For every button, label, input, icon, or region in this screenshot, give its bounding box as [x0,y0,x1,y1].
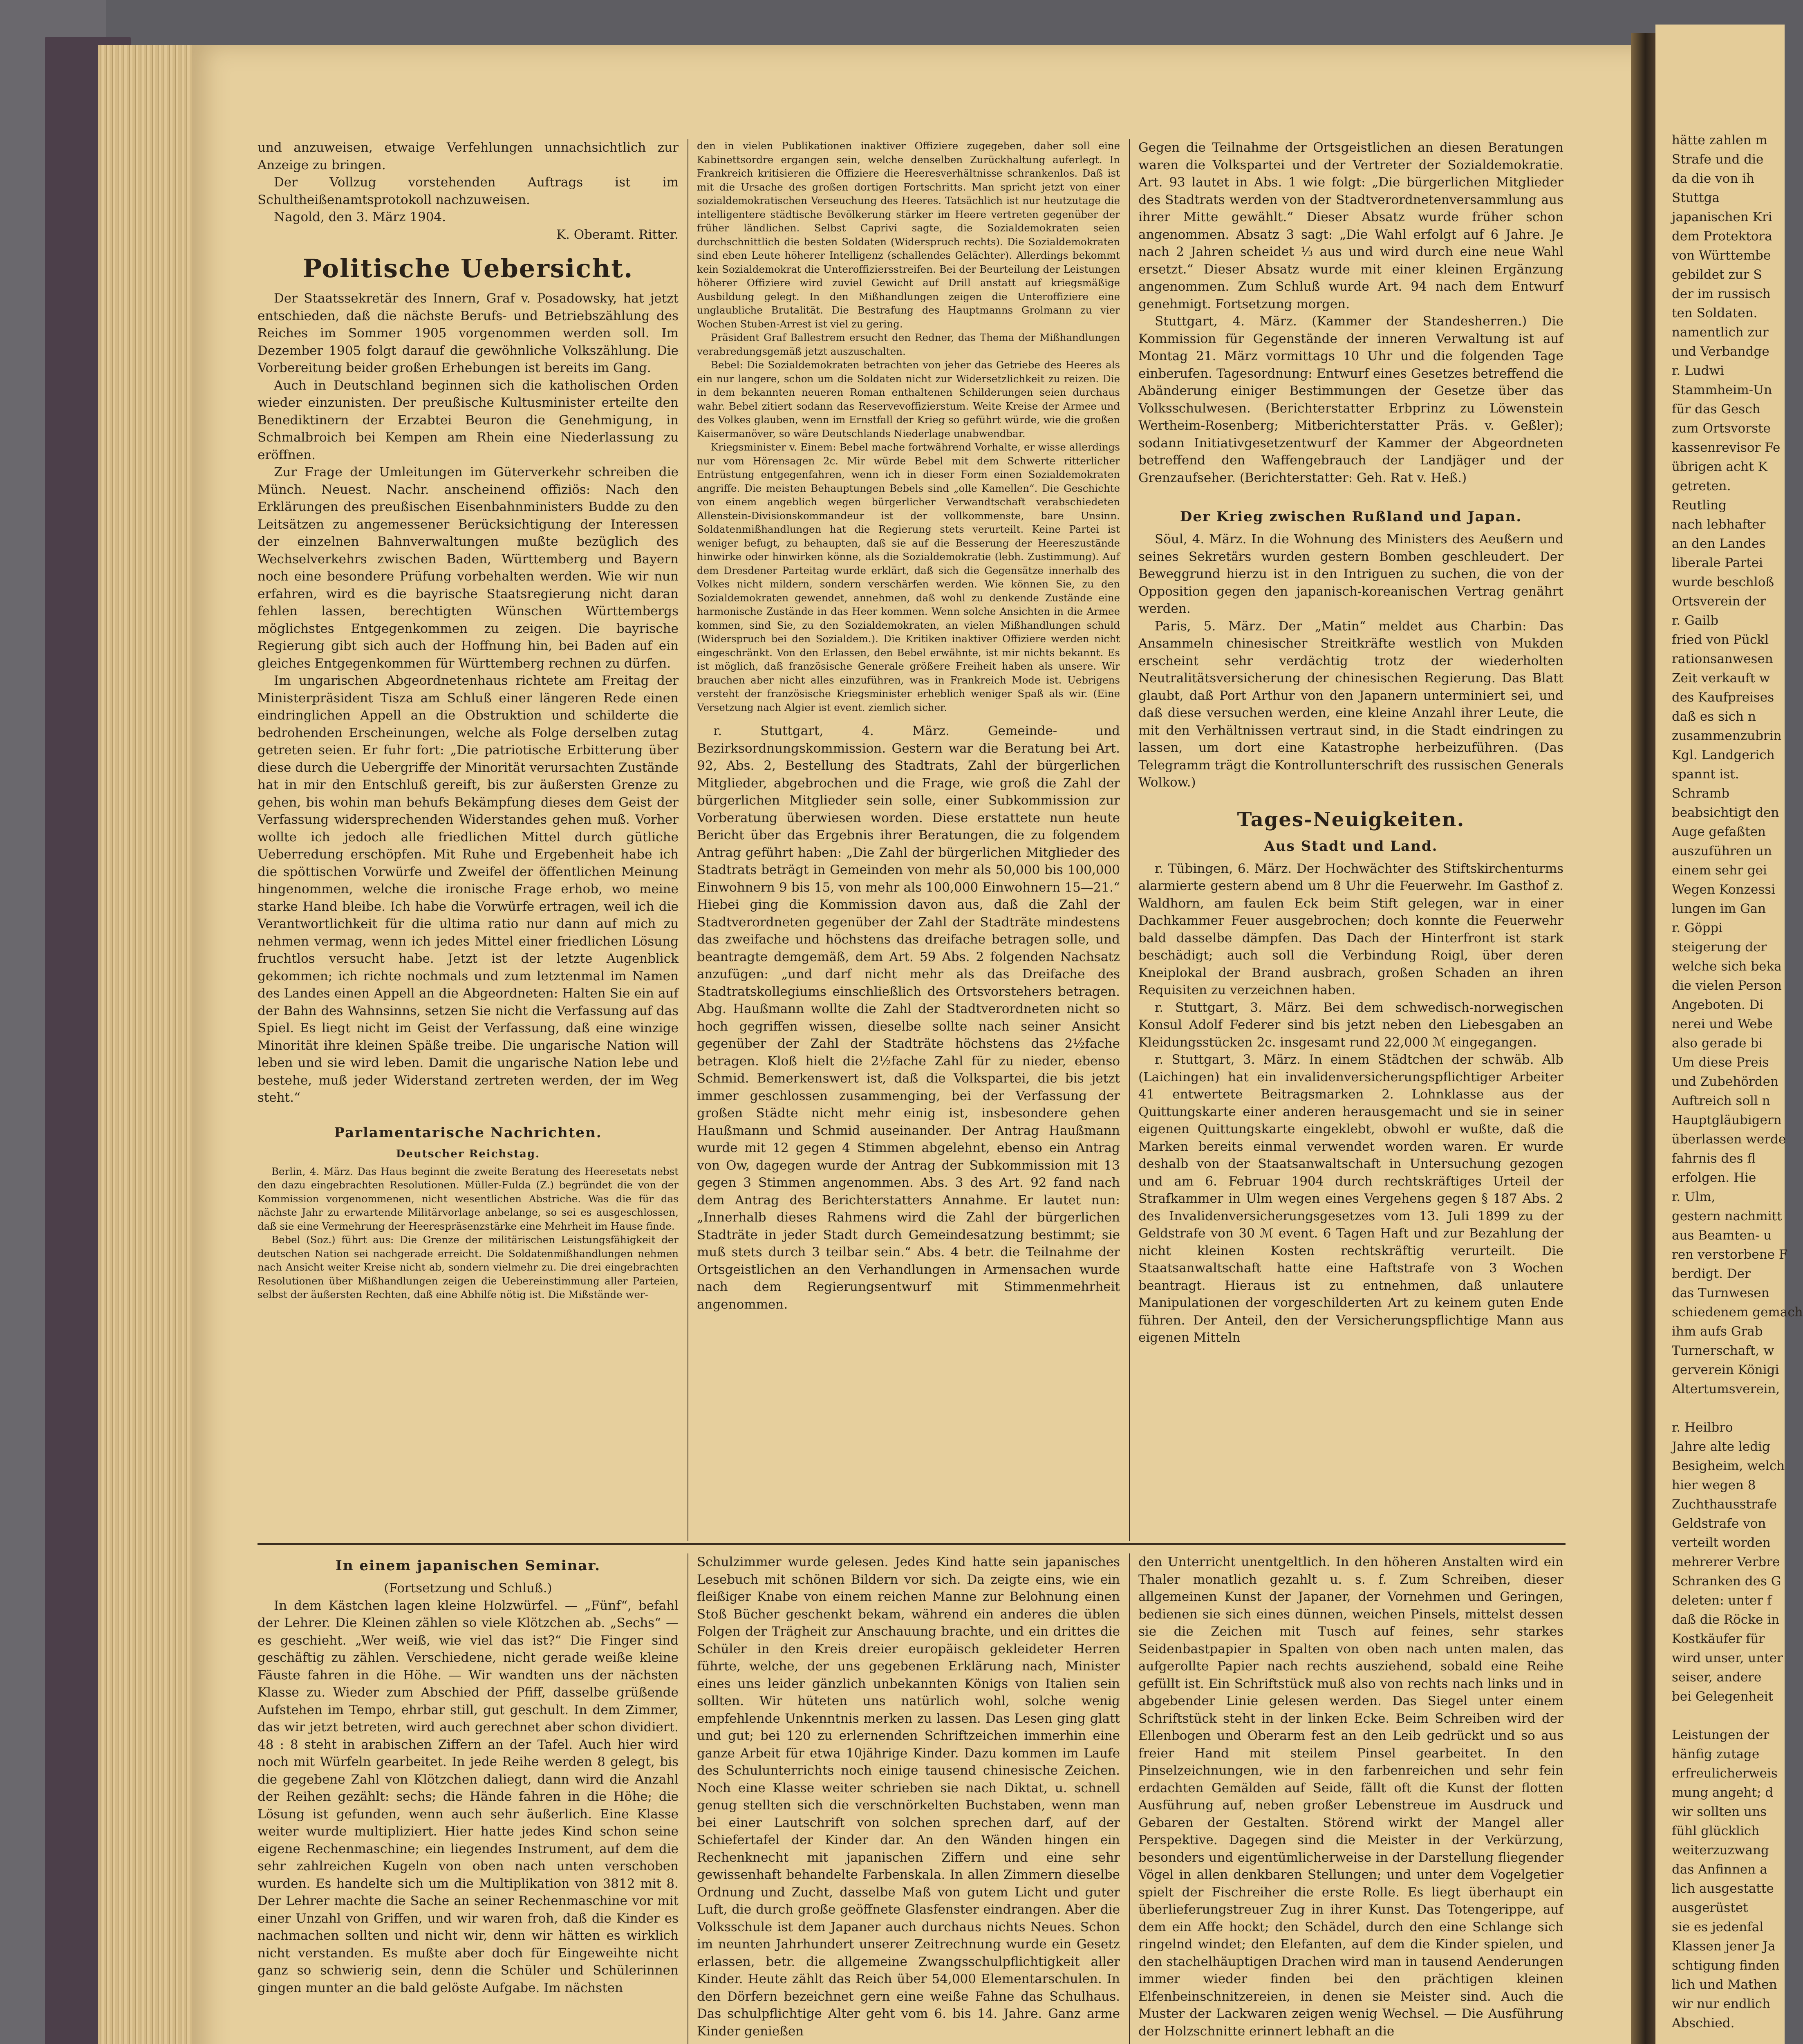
adjacent-page-line: Altertumsverein, [1672,1382,1780,1396]
feuilleton-text: Schulzimmer wurde gelesen. Jedes Kind hatte sein japanisches Lesebuch mit schönen Bildern vor sich. Da zeigte eins, wie ein fleißiger Knabe von einem reichen Manne zur Belohnung einen Stoß Bücher geschenkt bekam, während ein anderes die üblen Folgen der Trägheit zur Anschauung brachte, und ein drittes die Schüler in den Kreis dreier europäisch gekleideter Herren führte, welche, der uns gegebenen Erklärung nach, Minister eines uns leider gänzlich unbekannten Königs von Italien sein sollten. Wir hüteten uns natürlich wohl, solche wenig empfehlende Unkenntnis merken zu lassen. Das Lesen ging glatt und gut; bei 120 zu erlernenden Schriftzeichen immerhin eine ganze Arbeit für etwa 10jährige Kinder. Dazu kommen im Laufe des Schulunterrichts noch einige tausend chinesische Zeichen. Noch eine Klasse weiter schrieben sie nach Diktat, u. schnell genug stellten sich die verschnörkelten Buchstaben, wenn man bei einer Lautschrift von solchen sprechen darf, auf der Schiefertafel der Kinder dar. An den Wänden hingen ein Rechenknecht mit japanischen Ziffern und eine sehr gewissenhaft behandelte Farbenskala. In allen Zimmern dieselbe Ordnung und Zucht, dasselbe Maß von gutem Licht und guter Luft, die durch große geöffnete Glasfenster eindrangen. Aber die Volksschule ist dem Japaner auch durchaus nichts Neues. Schon im neunten Jahrhundert unserer Zeitrechnung wurde ein Gesetz erlassen, betr. die allgemeine Zwangsschulpflichtigkeit aller Kinder. Heute zählt das Reich über 54,000 Elementarschulen. In den Dörfern bezeichnet gern eine weiße Fahne das Schulhaus. Das schulpflichtige Alter geht vom 6. bis 14. Jahre. Ganz arme Kinder genießen [697,1555,1120,2039]
feuilleton-text: In dem Kästchen lagen kleine Holzwürfel. — „Fünf“, befahl der Lehrer. Die Kleinen zählen so viele Klötzchen ab. „Sechs“ — es geschieht. „Wer weiß, wie viel das ist?“ Die Finger sind geschäftig zu zählen. Verschiedene, nicht gerade weiße kleine Fäuste fahren in die Höhe. — Wir wandten uns der nächsten Klasse zu. Wieder zum Abschied der Pfiff, dasselbe grüßende Aufstehen im Tempo, ehrbar still, gut geschult. In dem Zimmer, das wir jetzt betreten, wird auch gerechnet aber schon dividiert. 48 : 8 steht in arabischen Ziffern an der Tafel. Auch hier wird noch mit Würfeln gearbeitet. In jede Reihe werden 8 gelegt, bis die gegebene Zahl von Klötzchen daliegt, dann wird die Anzahl der Reihen gezählt: sechs; die Hände fahren in die Höhe; die Lösung ist gefunden, wenn auch sehr äußerlich. Eine Klasse weiter wurde multipliziert. Hier hatte jedes Kind schon seine eigene Rechenmaschine; ein liegendes Instrument, auf dem die sehr zahlreichen Kugeln von oben nach unten verschoben wurden. Es handelte sich um die Multiplikation von 3812 mit 8. Der Lehrer machte die Sache an seiner Rechenmaschine vor mit einer Unzahl von Griffen, und wir waren froh, daß die Kinder es nachmachen sollten und nicht wir, denn wir hätten es wirklich nicht verstanden. Es mußte aber doch für Eingeweihte nicht ganz so schwierig sein, denn die Schüler und Schülerinnen gingen munter an die bald gelöste Aufgabe. Im nächsten [258,1598,679,1995]
feuilleton-column-2 [697,1553,1120,2044]
adjacent-page-line: berdigt. Der [1672,1266,1751,1281]
page-stack-edge [98,45,204,2044]
feuilleton-text: den Unterricht unentgeltlich. In den höheren Anstalten wird ein Thaler monatlich gezahlt u. s. f. Zum Schreiben, dieser allgemeinen Kunst der Japaner, der Vornehmen und Geringen, bedienen sie sich eines dünnen, weichen Pinsels, mittelst dessen sie die Zeichen mit Tusch auf feines, sehr starkes Seidenbastpapier in Spalten von oben nach unten malen, das aufgerollte Papier nach rechts ausziehend, sobald eine Reihe gefüllt ist. Ein Schriftstück muß also von rechts nach links und in abgebender Linie gelesen werden. Das Siegel unter einem Schriftstück steht in der linken Ecke. Beim Schreiben wird der Ellenbogen und Oberarm fest an den Leib gedrückt und so aus freier Hand mit steilem Pinsel gearbeitet. In den Pinselzeichnungen, wie in den farbenreichen und sehr fein erdachten Gemälden auf Seide, fällt oft die Kunst der flotten Ausführung auf, neben großer Lebenstreue im Ausdruck und Gebaren der Gestalten. Störend wirkt der Mangel aller Perspektive. Dagegen sind die Meister in der Verkürzung, besonders und eigentümlicherweise in der Darstellung fliegender Vögel in allen denkbaren Stellungen; und unter dem Vogelgetier spielt der Fischreiher die erste Rolle. Es liegt überhaupt ein überlieferungstreuer Zug in ihrer Kunst. Das Totengerippe, auf dem ein Affe hockt; den Schädel, durch den eine Schlange sich ringelnd windet; den Elefanten, auf dem die Kinder spielen, und den stachelhäuptigen Drachen wird man in tausend Aenderungen immer wieder finden bei den prächtigen kleinen Elfenbeinschnitzereien, in denen sie Meister sind. Auch die Muster der Lackwaren zeigen wenig Wechsel. — Die Ausführung der Holzschnitte erinnert lebhaft an die [1138,1555,1563,2039]
feuilleton-subheading: (Fortsetzung und Schluß.) [384,1581,552,1596]
adjacent-page-line: Geldstrafe von [1672,1516,1766,1531]
adjacent-page-line: schiedenem gemach [1672,1305,1803,1320]
adjacent-page-line: r. Ludwi [1672,363,1724,378]
news-paragraph: r. Stuttgart, 3. März. In einem Städtchen der schwäb. Alb (Laichingen) hat ein invalidenversicherungspflichtiger Arbeiter 41 entwertete Beitragsmarken 2. Lohnklasse aus der Quittungskarte einer anderen herausgemacht und sie in seiner eigenen Quittungskarte eingeklebt, obwohl er wußte, daß die Marken bereits einmal verwendet worden waren. Er wurde deshalb von der Staatsanwaltschaft in Untersuchung gezogen und am 6. Februar 1904 durch rechtskräftiges Urteil der Strafkammer in Ulm wegen eines Vergehens gegen § 187 Abs. 2 des Invalidenversicherungsgesetzes vom 13. Juli 1899 zu der Geldstrafe von 30 ℳ event. 6 Tagen Haft und zur Bezahlung der nicht kleinen Kosten rechtskräftig verurteilt. Die Staatsanwaltschaft hatte eine Haftstrafe von 3 Wochen beantragt. Hieraus ist zu entnehmen, daß unlautere Manipulationen der vorgeschilderten Art zu keinem guten Ende führen. Der Anteil, den der Versicherungspflichtige Mann aus eigenen Mitteln [1138,1052,1563,1345]
adjacent-page-line: spannt ist. [1672,767,1739,782]
adjacent-page-line: schtigung finden [1672,1958,1780,1973]
news-heading: Tages-Neuigkeiten. [1237,808,1465,831]
adjacent-page-line: hänfig zutage [1672,1747,1760,1762]
adjacent-page-line: nerei und Webe [1672,1017,1773,1031]
war-heading: Der Krieg zwischen Rußland und Japan. [1180,509,1522,525]
news-paragraph: r. Tübingen, 6. März. Der Hochwächter des Stiftskirchenturms alarmierte gestern abend um 8 Uhr die Feuerwehr. Im Gasthof z. Waldhorn, am faulen Eck beim Stift gelegen, war in einer Dachkammer Feuer ausgebrochen; doch konnte die Feuerwehr bald dasselbe dämpfen. Das Dach der Hinterfront ist stark beschädigt; auch soll die Verbindung Roigl, über deren Kneiplokal der Brand ausbrach, großen Schaden an ihren Requisiten zu verzeichnen haben. [1138,861,1563,997]
adjacent-page-line: daß es sich n [1672,709,1756,724]
adjacent-page-line: Klassen jener Ja [1672,1939,1776,1954]
adjacent-page-line: beabsichtigt den [1672,805,1779,820]
adjacent-page-line: lungen im Gan [1672,901,1766,916]
reichstag-paragraph: Berlin, 4. März. Das Haus beginnt die zweite Beratung des Heeresetats nebst den dazu eingebrachten Resolutionen. Müller-Fulda (Z.) begründet die von der Kommission vorgenommenen, nicht wesentlichen Abstriche. Was die für das nächste Jahr zu erwartende Militärvorlage anbelange, so sei es ausgeschlossen, daß sie eine Vermehrung der Heerespräsenzstärke eine Mehrheit im Hause finde. [258,1165,679,1232]
adjacent-page-line: daß die Röcke in [1672,1612,1780,1627]
column-rule [1129,139,1130,1541]
adjacent-page-line: Kgl. Landgerich [1672,748,1775,762]
adjacent-page-line: das Anfinnen a [1672,1862,1767,1877]
adjacent-page-line: einem sehr gei [1672,863,1767,878]
reichstag-paragraph: Bebel (Soz.) führt aus: Die Grenze der militärischen Leistungsfähigkeit der deutschen Nation sei nachgerade erreicht. Die Soldatenmißhandlungen nehmen nach Ansicht weiter Kreise nicht ab, sondern vielmehr zu. Die drei eingebrachten Resolutionen über Mißhandlungen zeigen die Uebereinstimmung aller Parteien, selbst der äußersten Rechten, daß eine Abhilfe nötig ist. Die Mißstände wer- [258,1234,679,1300]
adjacent-page-line: welche sich beka [1672,959,1782,974]
adjacent-page-line: weiterzuzwang [1672,1843,1769,1858]
adjacent-page-line: da die von ih [1672,171,1755,186]
adjacent-page-line: erfolgen. Hie [1672,1170,1756,1185]
adjacent-page-line: Um diese Preis [1672,1055,1769,1070]
adjacent-page-line: Hauptgläubigern [1672,1113,1782,1127]
adjacent-page-line [1672,1399,1786,1418]
adjacent-page-line: japanischen Kri [1672,210,1772,224]
debate-paragraph: Bebel: Die Sozialdemokraten betrachten von jeher das Getriebe des Heeres als ein nur langere, schon um die Soldaten nicht zur Widersetzlichkeit zu reizen. Die in dem bekannten neueren Roman enthaltenen Schilderungen seien durchaus wahr. Bebel zitiert sodann das Reservevoffizierstum. Weite Kreise der Armee und des Volkes glauben, wenn im Ernstfall der Krieg so geführt würde, wie die großen Kaisermanöver, so wäre Deutschlands Niederlage unabwendbar. [697,359,1120,439]
adjacent-page-line: deleten: unter f [1672,1593,1772,1608]
adjacent-page-line: gebildet zur S [1672,267,1762,282]
politics-heading: Politische Uebersicht. [302,253,634,283]
adjacent-page-line: Stuttga [1672,191,1720,205]
adjacent-page-line: gerverein Königi [1672,1363,1779,1377]
adjacent-page-line: also gerade bi [1672,1036,1763,1051]
place-date: Nagold, den 3. März 1904. [274,210,446,224]
parliament-heading: Parlamentarische Nachrichten. [334,1124,602,1141]
adjacent-page-line: übrigen acht K [1672,459,1767,474]
article-paragraph: Gegen die Teilnahme der Ortsgeistlichen an diesen Beratungen waren die Volkspartei und der Vertreter der Sozialdemokratie. Art. 93 lautet in Abs. 1 wie folgt: „Die bürgerlichen Mitglieder des Stadtrats werden von der Stadtverordnetenversammlung aus ihrer Mitte gewählt.“ Dieser Absatz wurde früher schon angenommen. Absatz 3 sagt: „Die Wahl erfolgt auf 6 Jahre. Je nach 2 Jahren scheidet ⅓ aus und wird durch eine neue Wahl ersetzt.“ Dieser Absatz wurde mit einer kleinen Ergänzung angenommen. Zum Schluß wurde Art. 94 nach dem Entwurf genehmigt. Fortsetzung morgen. [1138,140,1563,312]
adjacent-page-line: verteilt worden [1672,1535,1771,1550]
article-paragraph: Der Staatssekretär des Innern, Graf v. Posadowsky, hat jetzt entschieden, daß die nächste Berufs- und Betriebszählung des Reiches im Sommer 1905 vorgenommen werden soll. Im Dezember 1905 folgt darauf die gewöhnliche Volkszählung. Die Vorbereitung beider großen Erhebungen ist bereits im Gang. [258,291,679,375]
debate-paragraph: den in vielen Publikationen inaktiver Offiziere zugegeben, daher soll eine Kabinettsordre ergangen sein, welche denselben Zurückhaltung auferlegt. In Frankreich kritisieren die Offiziere die Heeresverhältnisse schrankenlos. Daß ist mit die Ursache des großen dortigen Fortschritts. Man spricht jetzt von einer sozialdemokratischen Verseuchung des Heeres. Tatsächlich ist nur heutzutage die intelligentere städtische Bevölkerung stärker im Heere vertreten gegenüber der früher ländlichen. Selbst Caprivi sagte, die Sozialdemokraten seien durchschnittlich die besten Soldaten (Widerspruch rechts). Die Sozialdemokraten sind eben Leute höherer Intelligenz (schallendes Gelächter). Allerdings bekommt kein Sozialdemokrat die Unteroffiziersstreifen. Bei der Beurteilung der Leistungen höherer Offiziere wird zuviel Gewicht auf Drill anstatt auf kriegsmäßige Ausbildung gelegt. In den Mißhandlungen zeigen die Unteroffiziere eine unglaubliche Brutalität. Die Bestrafung des Hauptmanns Grolmann zu vier Wochen Stuben-Arrest ist viel zu gering. [697,140,1120,330]
adjacent-page-line: hätte zahlen m [1672,133,1767,148]
adjacent-page-line: Angeboten. Di [1672,997,1764,1012]
adjacent-page-line: Kostkäufer für [1672,1632,1765,1646]
article-paragraph: Stuttgart, 4. März. (Kammer der Standesherren.) Die Kommission für Gegenstände der inneren Verwaltung ist auf Montag 21. März vormittags 10 Uhr und die folgenden Tage einberufen. Tagesordnung: Entwurf eines Gesetzes betreffend die Abänderung einiger Bestimmungen der Gesetze über das Volksschulwesen. (Berichterstatter Erbprinz zu Löwenstein Wertheim-Rosenberg; Mitberichterstatter Präs. v. Geßler); sodann Initiativgesetzentwurf der Kammer der Abgeordneten betreffend den Waffengebrauch der Landjäger und der Grenzaufseher. (Berichterstatter: Geh. Rat v. Heß.) [1138,314,1563,485]
adjacent-page-line: sie es jedenfal [1672,1920,1764,1934]
adjacent-page-line: des Kaufpreises [1672,690,1774,705]
adjacent-page-line: Auftreich soll n [1672,1094,1770,1108]
adjacent-page-line: Jahre alte ledig [1672,1439,1770,1454]
adjacent-page-line: ausgerüstet [1672,1901,1748,1915]
adjacent-page-line: das Turnwesen [1672,1286,1769,1300]
adjacent-page-line: getreten. [1672,479,1731,493]
adjacent-page-line: ihm aufs Grab [1672,1324,1763,1339]
adjacent-page-line: mehrerer Verbre [1672,1555,1780,1569]
adjacent-page-line: Strafe und die [1672,152,1764,167]
war-paragraph: Paris, 5. März. Der „Matin“ meldet aus Charbin: Das Ansammeln chinesischer Streitkräfte westlich von Mukden erscheint sehr verdächtig trotz der wiederholten Neutralitätsversicherung der chinesischen Regierung. Das Blatt glaubt, daß Port Arthur von den Japanern unterminiert sei, und daß diese versuchen werden, eine kleine Anzahl ihrer Leute, die mit den Verhältnissen vertraut sind, in die Stadt eindringen zu lassen, um dort eine Katastrophe herbeizuführen. (Das Telegramm trägt die Kontrollunterschrift des russischen Generals Wolkow.) [1138,619,1563,790]
adjacent-page-line: steigerung der [1672,940,1767,955]
adjacent-page-line: r. Göppi [1672,921,1723,935]
adjacent-page-line: Schramb [1672,786,1730,801]
article-paragraph: Zur Frage der Umleitungen im Güterverkehr schreiben die Münch. Neuest. Nachr. anscheinend offiziös: Nach den Erklärungen des preußischen Eisenbahnministers Budde zu den Leitsätzen zu angemessener Berücksichtigung der Interessen der einzelnen Bahnverwaltungen mußte bezüglich des Wechselverkehrs zwischen Baden, Württemberg und Bayern noch eine besondere Prüfung vorbehalten werden. Wie wir nun erfahren, wird es die bayrische Staatsregierung nicht daran fehlen lassen, berechtigten Wünschen Württembergs möglichstes Entgegenkommen zu zeigen. Die bayrische Regierung gibt sich auch der Hoffnung hin, bei Baden auf ein gleiches Entgegenkommen für Württemberg rechnen zu dürfen. [258,465,679,671]
adjacent-page-line: r. Heilbro [1672,1420,1733,1435]
adjacent-page-line: Leistungen der [1672,1728,1769,1742]
adjacent-page-line: erfreulicherweis [1672,1766,1778,1781]
adjacent-page-line: fahrnis des fl [1672,1151,1756,1166]
adjacent-page-line: ten Soldaten. [1672,306,1758,320]
order-text-1: und anzuweisen, etwaige Verfehlungen unnachsichtlich zur Anzeige zu bringen. [258,140,679,173]
adjacent-page-line: Auge gefaßten [1672,825,1766,839]
adjacent-page-line: aus Beamten- u [1672,1228,1772,1243]
adjacent-page-line: zum Ortsvorste [1672,421,1771,436]
adjacent-page-line: Schranken des G [1672,1574,1781,1589]
order-text-2: Der Vollzug vorstehenden Auftrags ist im Schultheißenamtsprotokoll nachzuweisen. [258,175,679,207]
debate-paragraph: Präsident Graf Ballestrem ersucht den Redner, das Thema der Mißhandlungen verabredungsgemäß jetzt auszuschalten. [697,332,1120,357]
adjacent-page-line: Stammheim-Un [1672,383,1772,397]
article-paragraph: Auch in Deutschland beginnen sich die katholischen Orden wieder einzunisten. Der preußische Kultusminister erteilte den Benediktinern der Erzabtei Beuron die Genehmigung, in Schmalbroich bei Kempen am Rhein eine Niederlassung zu eröffnen. [258,378,679,462]
newspaper-page [192,45,1647,2044]
adjacent-page-line: r. Gailb [1672,613,1719,628]
adjacent-page-line: wurde beschloß [1672,575,1774,589]
adjacent-page-line: seiser, andere [1672,1670,1762,1685]
adjacent-page-line: der im russisch [1672,287,1771,301]
adjacent-page-line: mung angeht; d [1672,1785,1774,1800]
adjacent-page-line: namentlich zur [1672,325,1769,340]
adjacent-page-line [1672,1706,1786,1726]
adjacent-page-line: liberale Partei [1672,556,1763,570]
adjacent-page-line: die vielen Person [1672,978,1782,993]
adjacent-page-line: Turnerschaft, w [1672,1343,1774,1358]
adjacent-page-line: bei Gelegenheit [1672,1689,1774,1704]
adjacent-page-line: wir sollten uns [1672,1804,1767,1819]
feuilleton-column-1 [258,1553,679,2044]
debate-paragraph: Kriegsminister v. Einem: Bebel mache fortwährend Vorhalte, er wisse allerdings nur vom Hörensagen 2c. Mir würde Bebel mit dem Schwerte ritterlicher Entrüstung entgegenfahren, wenn ich in dieser Form einen Sozialdemokraten angriffe. Die meisten Behauptungen Bebels sind „olle Kamellen“. Die Geschichte von einem angeblich wegen bürgerlicher Verwandtschaft verabschiedeten Allenstein-Divisionskommandeur ist der vollkommenste, bare Unsinn. Soldatenmißhandlungen hat die Regierung stets verurteilt. Keine Partei ist weniger befugt, zu behaupten, daß sie auf die Besserung der Heereszustände hinwirke oder hinwirken könne, als die Sozialdemokratie (lebh. Zustimmung). Auf dem Dresdener Parteitag wurde erklärt, daß sich die Gegensätze innerhalb des Volkes nicht mildern, sondern verschärfen werden. Wie können Sie, zu den Sozialdemokraten gewendet, annehmen, daß wohl zu denkende Zustände eine harmonische Zustände in das Heer kommen. Wenn solche Ansichten in die Armee kommen, sind Sie, zu den Sozialdemokraten, an vielen Mißhandlungen schuld (Widerspruch bei den Sozialdem.). Die Kritiken inaktiver Offiziere werden nicht eingeschränkt. Von den Erlassen, den Bebel erwähnte, ist mir nichts bekannt. Es ist möglich, daß französische Generale größere Freiheit haben als unsere. Wir brauchen aber nicht alles einzuführen, was in Frankreich Mode ist. Uebrigens versteht der französische Kriegsminister erheblich weniger Spaß als wir. (Eine Versetzung nach Algier ist event. ziemlich sicher. [697,441,1120,713]
adjacent-page-line: Reutling [1672,498,1727,513]
adjacent-page-line: dem Protektora [1672,229,1772,244]
adjacent-page-line: nach lebhafter [1672,517,1766,532]
news-subheading: Aus Stadt und Land. [1264,838,1438,854]
feuilleton-heading: In einem japanischen Seminar. [335,1558,601,1574]
adjacent-page-line: von Württembe [1672,248,1771,263]
adjacent-page-line: Zeit verkauft w [1672,671,1770,686]
adjacent-page-fragment [1655,25,1803,2044]
adjacent-page-line: überlassen werde [1672,1132,1786,1147]
news-paragraph: r. Stuttgart, 3. März. Bei dem schwedisch-norwegischen Konsul Adolf Federer sind bis jetzt neben den Liebesgaben an Kleidungsstücken 2c. insgesamt rund 22,000 ℳ eingegangen. [1138,1000,1563,1050]
adjacent-page-line: zusammenzubrin [1672,728,1782,743]
adjacent-page-line: und Zubehörden [1672,1074,1778,1089]
adjacent-page-line: fühl glücklich [1672,1824,1760,1838]
adjacent-page-line: lich ausgestatte [1672,1881,1774,1896]
column-3 [1138,139,1563,1537]
article-paragraph: Im ungarischen Abgeordnetenhaus richtete am Freitag der Ministerpräsident Tisza am Schluß einer längeren Rede einen eindringlichen Appell an die Obstruktion und schilderte die bedrohenden Erscheinungen, welche als Folge derselben zutag getreten seien. Er fuhr fort: „Die patriotische Erbitterung über diese durch die Uebergriffe der Minorität verursachten Zustände hat in mir den Entschluß gereift, bis zur äußersten Grenze zu gehen, bis wohin man behufs Bekämpfung dieses dem Geist der Verfassung widersprechenden Widerstandes gehen muß. Vorher wollte ich jedoch alle friedlichen Mittel durch gütliche Ueberredung erschöpfen. Mit Ruhe und Ergebenheit habe ich die spöttischen Vorwürfe und Zweifel der öffentlichen Meinung hingenommen, welche die ironische Frage erhob, wo meine starke Hand bleibe. Ich habe die Vorwürfe ertragen, weil ich die Verantwortlichkeit für die ultima ratio nur dann auf mich zu nehmen vermag, wenn ich jedes Mittel einer friedlichen Lösung fruchtlos versucht habe. Jetzt ist der letzte Augenblick gekommen; ich richte nochmals und zum letztenmal im Namen des Landes einen Appell an die Abgeordneten: Halten Sie ein auf der Bahn des Wahnsinns, setzen Sie nicht die Verfassung auf das Spiel. Es liegt nicht im Geist der Verfassung, daß eine winzige Minorität ihre kleinen Späße treibe. Die ungarische Nation will leben und sie wird leben. Damit die ungarische Nation lebe und bestehe, muß jeder Widerstand zertreten werden, der im Weg steht.“ [258,673,679,1105]
adjacent-page-line: für das Gesch [1672,402,1760,417]
adjacent-page-line: ren verstorbene F [1672,1247,1788,1262]
reichstag-heading: Deutscher Reichstag. [396,1148,540,1160]
adjacent-page-line: Zuchthausstrafe [1672,1497,1777,1512]
feuilleton-column-3 [1138,1553,1563,2044]
signature: K. Oberamt. Ritter. [556,227,679,242]
adjacent-page-line: Ortsverein der [1672,594,1766,609]
adjacent-page-line: Besigheim, welch [1672,1459,1785,1473]
adjacent-page-line: an den Landes [1672,536,1766,551]
adjacent-page-line: wird unser, unter [1672,1651,1783,1665]
adjacent-page-line: hier wegen 8 [1672,1478,1756,1493]
adjacent-page-line: lich und Mathen [1672,1977,1777,1992]
column-rule [1129,1553,1130,2044]
adjacent-page-line: auszuführen un [1672,844,1772,858]
column-1 [258,139,679,1537]
column-2 [697,139,1120,1537]
adjacent-page-line: gestern nachmitt [1672,1209,1782,1224]
adjacent-page-line: und Verbandge [1672,344,1769,359]
adjacent-page-line: rationsanwesen [1672,652,1773,666]
adjacent-page-line: r. Ulm, [1672,1190,1716,1204]
adjacent-page-line: fried von Pückl [1672,632,1769,647]
adjacent-page-column [1672,131,1803,2044]
feuilleton-separator [258,1543,1566,1545]
adjacent-page-line: kassenrevisor Fe [1672,440,1781,455]
adjacent-page-line: wir nur endlich [1672,1997,1771,2011]
war-paragraph: Söul, 4. März. In die Wohnung des Ministers des Aeußern und seines Sekretärs wurden gestern Bomben geschleudert. Der Beweggrund hierzu ist in den Intriguen zu suchen, die von der Opposition gegen den japanisch-koreanischen Vertrag genährt werden. [1138,532,1563,616]
adjacent-page-line: Wegen Konzessi [1672,882,1776,897]
stuttgart-commission-paragraph: r. Stuttgart, 4. März. Gemeinde- und Bezirksordnungskommission. Gestern war die Beratung bei Art. 92, Abs. 2, Bestellung des Stadtrats, Zahl der bürgerlichen Mitglieder, abgebrochen und die Frage, wie groß die Zahl der bürgerlichen Mitglieder sein solle, einer Subkommission zur Vorberatung überwiesen worden. Diese erstattete nun heute Bericht über das Ergebnis ihrer Beratungen, die zu folgendem Antrag geführt haben: „Die Zahl der bürgerlichen Mitglieder des Stadtrats beträgt in Gemeinden von mehr als 50,000 bis 100,000 Einwohnern 9 bis 15, von mehr als 100,000 Einwohnern 15—21.“ Hiebei ging die Kommission davon aus, daß die Zahl der Stadtverordneten gegenüber der Zahl der Stadträte mindestens das zweifache und höchstens das dreifache betragen solle, und beantragte demgemäß, dem Art. 59 Abs. 2 folgenden Nachsatz anzufügen: „und darf nicht mehr als das Dreifache des Stadtratskollegiums einschließlich des Ortsvorstehers betragen. Abg. Haußmann wollte die Zahl der Stadtverordneten nicht so hoch gegriffen wissen, dieselbe sollte nach seiner Ansicht gegenüber der Zahl der Stadträte höchstens das 2½fache betragen. Kloß hielt die 2½fache Zahl für zu nieder, ebenso Schmid. Bemerkenswert ist, daß die Volkspartei, die bis jetzt immer geschlossen zusammenging, bei der Verfassung der großen Städte nicht mehr einig ist, insbesondere gehen Haußmann und Schmid auseinander. Der Antrag Haußmann wurde mit 12 gegen 4 Stimmen abgelehnt, ebenso ein Antrag von Ow, dagegen wurde der Antrag der Subkommission mit 13 gegen 3 Stimmen angenommen. Abs. 3 des Art. 92 fand nach dem Antrag des Berichterstatters Annahme. Er lautet nun: „Innerhalb dieses Rahmens wird die Zahl der bürgerlichen Stadträte in jeder Stadt durch Gemeindesatzung bestimmt; sie muß stets durch 3 teilbar sein.“ Abs. 4 betr. die Teilnahme der Ortsgeistlichen an den Verhandlungen in Armensachen wurde nach dem Regierungsentwurf mit Stimmenmehrheit angenommen. [697,724,1120,1312]
adjacent-page-line: Abschied. [1672,2016,1735,2031]
